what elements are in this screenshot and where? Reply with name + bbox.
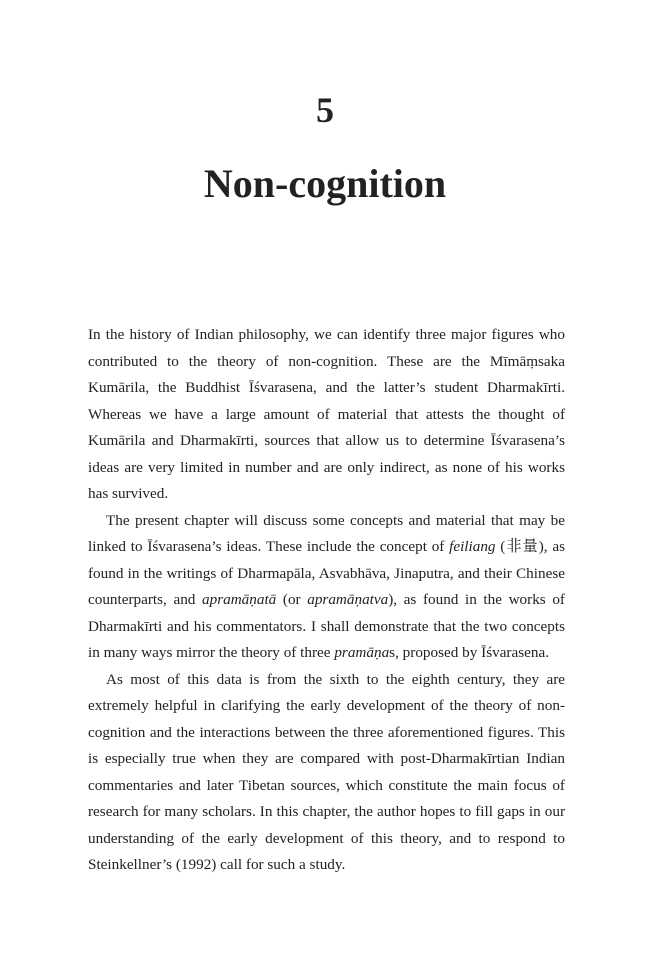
- paragraph-2-text: (or: [276, 591, 308, 608]
- paragraph-2: [88, 508, 565, 667]
- paragraph-2-text: (非量), as found in the writings of Dharmapāla, Asvabhāva, Jinaputra, and their Chinese counterparts, and: [88, 538, 565, 608]
- term-pramana: pramāṇa: [334, 644, 390, 661]
- paragraph-1: [88, 322, 565, 508]
- paragraph-1-text: In the history of Indian philosophy, we can identify three major figures who contributed to the theory of non-cognition. These are the Mīmāṃsaka Kumārila, the Buddhist Īśvarasena, and the latter’s student Dharmakīrti. Whereas we have a large amount of material that attests the thought of Kumārila and Dharmakīrti, sources that allow us to determine Īśvarasena’s ideas are very limited in number and are only indirect, as none of his works has survived.: [88, 326, 565, 502]
- term-apramanata: apramāṇatā: [202, 591, 277, 608]
- paragraph-3-text: As most of this data is from the sixth to the eighth century, they are extremely helpful in clarifying the early development of the theory of non-cognition and the interactions between the three aforementioned figures. This is especially true when they are compared with post-Dharmakīrtian Indian commentaries and later Tibetan sources, which constitute the main focus of research for many scholars. In this chapter, the author hopes to fill gaps in our understanding of the early development of this theory, and to respond to Steinkellner’s (1992) call for such a study.: [88, 670, 565, 873]
- paragraph-2-text: The present chapter will discuss some concepts and material that may be linked to Īśvarasena’s ideas. These include the concept of: [88, 511, 565, 555]
- paragraph-2-text: s, proposed by Īśvarasena.: [389, 644, 550, 661]
- paragraph-2-text: ), as found in the works of Dharmakīrti and his commentators. I shall demonstrate that the two concepts in many ways mirror the theory of three: [88, 591, 565, 661]
- term-feiliang: feiliang: [449, 538, 496, 555]
- paragraph-3: [88, 667, 565, 879]
- term-apramanatva: apramāṇatva: [307, 591, 389, 608]
- chapter-number: 5: [316, 90, 334, 130]
- chapter-body: [88, 322, 565, 879]
- chapter-title: Non-cognition: [203, 161, 447, 206]
